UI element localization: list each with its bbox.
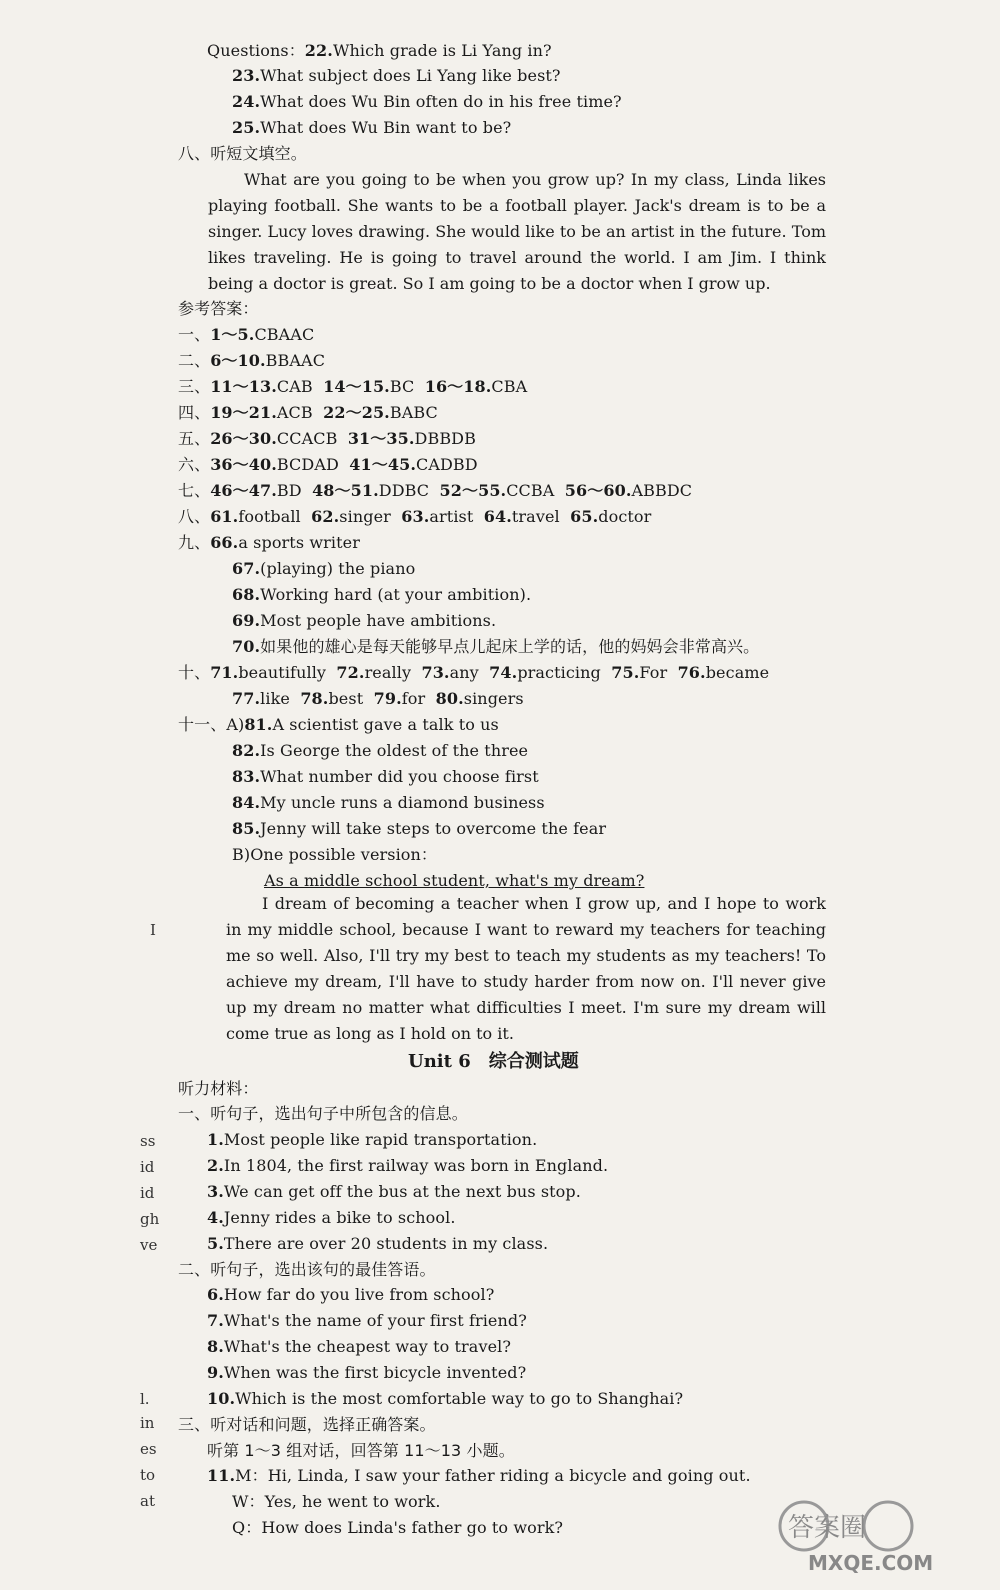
item-answer: CCACB (276, 429, 338, 448)
item-answer: beautifully (238, 663, 327, 682)
item-answer: DDBC (378, 481, 430, 500)
dialog-line (232, 1491, 441, 1513)
answer-row (178, 350, 325, 372)
margin-fragment: I (150, 921, 156, 939)
margin-fragment: at (140, 1492, 155, 1510)
answer-66: 九、66.a sports writer (178, 533, 360, 552)
u6-section-3-instruction: 听第 1～3 组对话，回答第 11～13 小题。 (207, 1441, 515, 1460)
essay-title: As a middle school student, what's my dream? (264, 871, 645, 890)
dialog-text: W：Yes, he went to work. (232, 1492, 441, 1511)
answer-83: 83.What number did you choose first (232, 767, 539, 786)
listening-title: 听力材料： (178, 1079, 259, 1098)
item-number: 1～5. (210, 325, 255, 344)
item-answer: any (449, 663, 479, 682)
item-number: 8. (207, 1337, 224, 1356)
item-number: 78. (300, 689, 329, 708)
item-text: When was the first bicycle invented? (223, 1363, 527, 1382)
item-answer: BCDAD (276, 455, 339, 474)
item-number: 72. (336, 663, 365, 682)
answer-row (178, 402, 438, 424)
answer-85: 85.Jenny will take steps to overcome the fear (232, 819, 607, 838)
item-answer: football (238, 507, 301, 526)
item-answer: BABC (389, 403, 438, 422)
question-24: 24.What does Wu Bin often do in his free time? (232, 92, 622, 111)
item-number: 80. (435, 689, 464, 708)
item-answer: For (639, 663, 668, 682)
dialog-line (207, 1465, 751, 1487)
item-number: 63. (401, 507, 430, 526)
item-answer: CCBA (506, 481, 555, 500)
item-answer: DBBDB (414, 429, 476, 448)
answer-row (178, 376, 527, 398)
section-number: 一、 (178, 325, 211, 344)
item-answer: singers (463, 689, 524, 708)
item-answer: really (364, 663, 412, 682)
question-23: 23.What subject does Li Yang like best? (232, 66, 561, 85)
answer-69: 69.Most people have ambitions. (232, 611, 497, 630)
watermark-logo (768, 1496, 978, 1576)
list-item (207, 1388, 683, 1410)
item-number: 74. (489, 663, 518, 682)
item-number: 64. (483, 507, 512, 526)
item-number: 16～18. (424, 377, 492, 396)
u6-section-1-title: 一、听句子，选出句子中所包含的信息。 (178, 1104, 468, 1123)
item-answer: like (260, 689, 290, 708)
item-answer: CBA (491, 377, 528, 396)
listening-passage: What are you going to be when you grow up? In my class, Linda likes playing football. She wants to be a football player. Jack's dream is to be a singer. Lucy loves drawing. She would like to be an artist in the future. Tom likes traveling. He is going to travel around the world. I am Jim. I think being a doctor is great. So I am going to be a doctor when I grow up. (208, 170, 826, 293)
item-number: 48～51. (312, 481, 379, 500)
item-answer: travel (511, 507, 560, 526)
watermark-text: MXQE.COM (808, 1551, 934, 1575)
item-number: 11. (207, 1466, 236, 1485)
essay-body: I dream of becoming a teacher when I grow up, and I hope to work in my middle school, because I want to reward my teachers for teaching me so well. Also, I'll try my best to teach my students as my teachers! To achieve my dream, I'll have to study harder from now on. I'll never give up my dream no matter what difficulties I meet. I'm sure my dream will come true as long as I hold on to it. (226, 894, 826, 1043)
list-item (207, 1207, 456, 1229)
item-number: 77. (232, 689, 261, 708)
item-number: 1. (207, 1130, 224, 1149)
item-number: 22～25. (323, 403, 390, 422)
version-label: B)One possible version： (232, 845, 438, 864)
item-text: What's the cheapest way to travel? (223, 1337, 512, 1356)
section-number: 七、 (178, 481, 211, 500)
answer-row (178, 506, 651, 528)
answer-84: 84.My uncle runs a diamond business (232, 793, 545, 812)
list-item (207, 1233, 548, 1255)
item-number: 71. (210, 663, 239, 682)
section-number: 六、 (178, 455, 211, 474)
item-number: 56～60. (564, 481, 632, 500)
item-answer: practicing (517, 663, 601, 682)
list-item (207, 1336, 511, 1358)
dialog-text: Q：How does Linda's father go to work? (232, 1518, 564, 1537)
item-text: There are over 20 students in my class. (223, 1234, 549, 1253)
margin-fragment: ve (140, 1236, 158, 1254)
margin-fragment: ss (140, 1132, 156, 1150)
answers-77-80 (232, 688, 524, 710)
item-answer: ABBDC (631, 481, 693, 500)
section-number: 四、 (178, 403, 211, 422)
answers-71-76 (178, 662, 769, 684)
item-number: 10. (207, 1389, 236, 1408)
item-number: 73. (421, 663, 450, 682)
dialog-line (232, 1517, 563, 1539)
item-answer: artist (429, 507, 474, 526)
item-answer: CBAAC (254, 325, 315, 344)
answer-70: 70.如果他的雄心是每天能够早点儿起床上学的话，他的妈妈会非常高兴。 (232, 637, 760, 656)
item-number: 11～13. (210, 377, 277, 396)
list-item (207, 1181, 581, 1203)
item-answer: singer (339, 507, 391, 526)
question-22: Questions：22.Which grade is Li Yang in? (207, 41, 552, 60)
margin-fragment: gh (140, 1210, 160, 1228)
list-item (207, 1284, 494, 1306)
item-answer: doctor (598, 507, 652, 526)
item-number: 36～40. (210, 455, 277, 474)
answer-row (178, 324, 314, 346)
item-number: 6. (207, 1285, 224, 1304)
item-answer: became (705, 663, 770, 682)
item-number: 79. (373, 689, 402, 708)
item-number: 7. (207, 1311, 224, 1330)
answer-81: 十一、A)81.A scientist gave a talk to us (178, 715, 499, 734)
item-text: We can get off the bus at the next bus stop. (223, 1182, 581, 1201)
item-number: 31～35. (347, 429, 415, 448)
margin-fragment: to (140, 1466, 156, 1484)
item-answer: CAB (276, 377, 313, 396)
item-number: 5. (207, 1234, 224, 1253)
margin-fragment: l. (140, 1390, 150, 1408)
margin-fragment: in (140, 1414, 155, 1432)
item-number: 75. (611, 663, 640, 682)
item-answer: best (328, 689, 364, 708)
item-number: 3. (207, 1182, 224, 1201)
item-number: 6～10. (210, 351, 266, 370)
item-text: Most people like rapid transportation. (223, 1130, 538, 1149)
item-answer: CADBD (416, 455, 478, 474)
item-number: 14～15. (323, 377, 390, 396)
item-number: 26～30. (210, 429, 277, 448)
section-number: 三、 (178, 377, 211, 396)
item-number: 4. (207, 1208, 224, 1227)
question-25: 25.What does Wu Bin want to be? (232, 118, 512, 137)
item-number: 41～45. (349, 455, 416, 474)
item-number: 2. (207, 1156, 224, 1175)
margin-fragment: id (140, 1158, 155, 1176)
item-number: 52～55. (439, 481, 507, 500)
list-item (207, 1155, 608, 1177)
margin-fragment: id (140, 1184, 155, 1202)
list-item (207, 1129, 537, 1151)
answer-row (178, 454, 478, 476)
item-answer: BC (389, 377, 415, 396)
answer-82: 82.Is George the oldest of the three (232, 741, 529, 760)
section-number: 八、 (178, 507, 211, 526)
margin-fragment: es (140, 1440, 157, 1458)
section-number: 十、 (178, 663, 211, 682)
answer-67: 67.(playing) the piano (232, 559, 416, 578)
item-number: 61. (210, 507, 239, 526)
item-number: 46～47. (210, 481, 277, 500)
u6-section-2-title: 二、听句子，选出该句的最佳答语。 (178, 1260, 436, 1279)
u6-section-3-title: 三、听对话和问题，选择正确答案。 (178, 1415, 436, 1434)
item-number: 62. (311, 507, 340, 526)
answers-title: 参考答案： (178, 299, 259, 318)
unit-title: Unit 6 综合测试题 (408, 1051, 579, 1072)
answer-row (178, 428, 476, 450)
item-text: Which is the most comfortable way to go to Shanghai? (235, 1389, 684, 1408)
item-answer: ACB (276, 403, 313, 422)
item-number: 65. (570, 507, 599, 526)
item-answer: BD (276, 481, 302, 500)
watermark-cn: 答案圈 (788, 1513, 867, 1543)
item-number: 9. (207, 1363, 224, 1382)
item-number: 76. (677, 663, 706, 682)
list-item (207, 1310, 527, 1332)
item-text: What's the name of your first friend? (223, 1311, 527, 1330)
section-number: 二、 (178, 351, 211, 370)
section-number: 五、 (178, 429, 211, 448)
list-item (207, 1362, 526, 1384)
item-text: How far do you live from school? (223, 1285, 495, 1304)
answer-row (178, 480, 692, 502)
answer-68: 68.Working hard (at your ambition). (232, 585, 532, 604)
section-8-title: 八、听短文填空。 (178, 144, 307, 163)
item-answer: BBAAC (265, 351, 326, 370)
item-text: In 1804, the first railway was born in England. (223, 1156, 609, 1175)
item-answer: for (401, 689, 426, 708)
item-text: Jenny rides a bike to school. (223, 1208, 456, 1227)
dialog-text: M：Hi, Linda, I saw your father riding a bicycle and going out. (235, 1466, 751, 1485)
item-number: 19～21. (210, 403, 277, 422)
